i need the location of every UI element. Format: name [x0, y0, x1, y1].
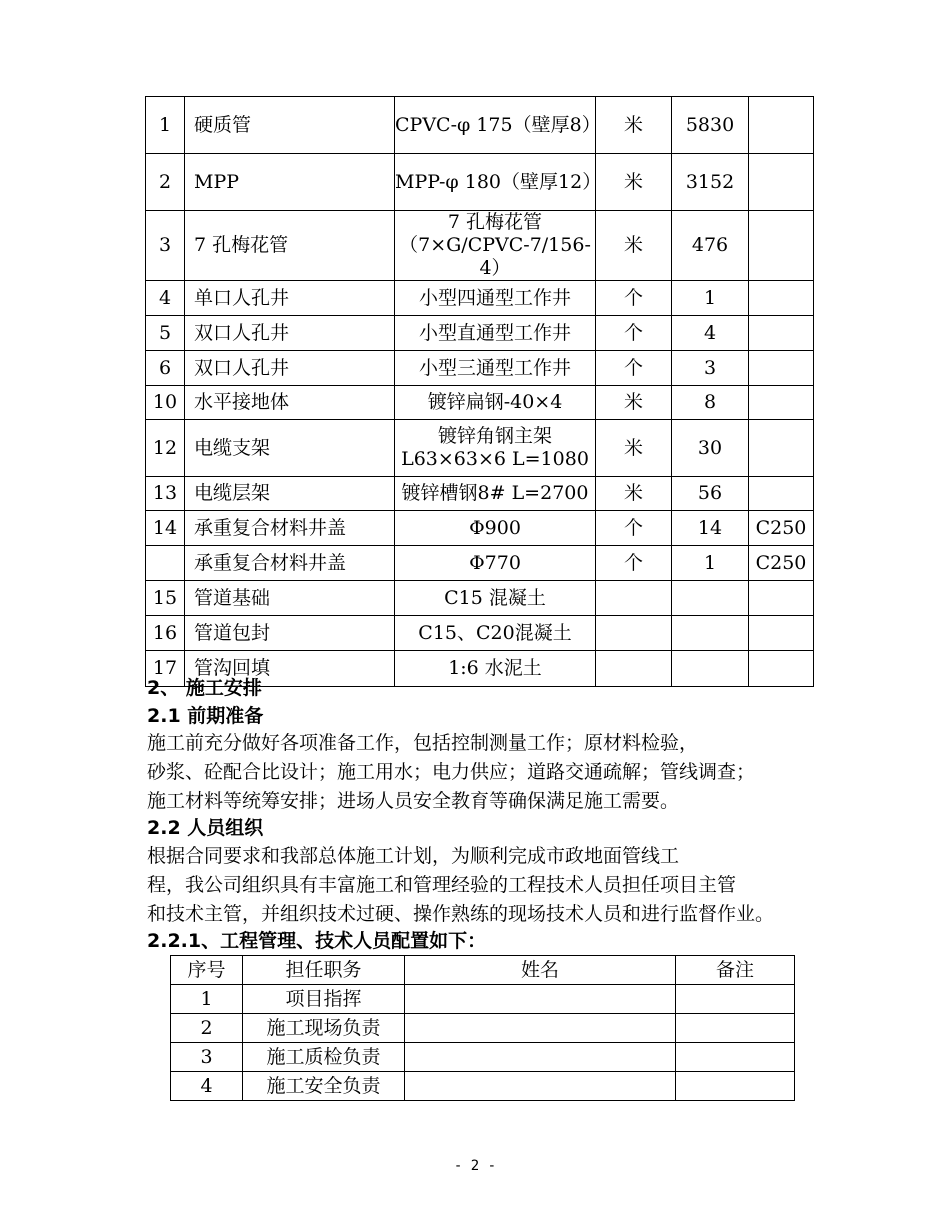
cell-unit: 米 — [596, 211, 672, 281]
table-row — [146, 511, 814, 546]
cell-spec: 小型三通型工作井 — [395, 351, 596, 386]
section-2-2-1-heading: 2.2.1、工程管理、技术人员配置如下： — [147, 930, 487, 952]
cell-note — [749, 386, 814, 420]
staff-table — [170, 955, 795, 1101]
cell-qty: 1 — [672, 281, 749, 316]
cell-name: 水平接地体 — [185, 386, 395, 420]
cell-name — [405, 1072, 676, 1101]
cell-name: 承重复合材料井盖 — [185, 511, 395, 546]
table-row — [171, 1043, 795, 1072]
table-row — [146, 546, 814, 581]
cell-name — [405, 1043, 676, 1072]
section-2-1-heading: 2.1 前期准备 — [147, 705, 264, 727]
cell-unit: 个 — [596, 546, 672, 581]
cell-name: 双口人孔井 — [185, 351, 395, 386]
cell-unit — [596, 616, 672, 651]
cell-qty — [672, 581, 749, 616]
cell-spec: C15、C20混凝土 — [395, 616, 596, 651]
cell-note: C250 — [749, 546, 814, 581]
cell-no: 2 — [171, 1014, 243, 1043]
cell-unit — [596, 581, 672, 616]
table-row — [146, 316, 814, 351]
cell-spec: Φ900 — [395, 511, 596, 546]
cell-name: 7 孔梅花管 — [185, 211, 395, 281]
cell-note — [749, 97, 814, 154]
cell-unit: 个 — [596, 281, 672, 316]
cell-qty: 3 — [672, 351, 749, 386]
section-2-1-paragraph — [147, 729, 823, 816]
cell-spec: 镀锌槽钢8# L=2700 — [395, 477, 596, 511]
cell-spec: MPP-φ 180（壁厚12） — [395, 154, 596, 211]
table-row — [146, 211, 814, 281]
cell-no: 13 — [146, 477, 185, 511]
cell-unit: 个 — [596, 511, 672, 546]
table-row — [171, 985, 795, 1014]
cell-note — [749, 651, 814, 687]
cell-unit: 米 — [596, 97, 672, 154]
cell-spec: 镀锌扁钢-40×4 — [395, 386, 596, 420]
header-cell-note: 备注 — [676, 956, 795, 985]
table-row — [146, 97, 814, 154]
cell-note — [676, 1014, 795, 1043]
cell-qty — [672, 651, 749, 687]
cell-name: 管道包封 — [185, 616, 395, 651]
section-2-heading: 2、 施工安排 — [147, 677, 262, 699]
cell-note — [749, 351, 814, 386]
section-2-2-paragraph — [147, 842, 823, 929]
cell-role: 施工安全负责 — [243, 1072, 405, 1101]
table-row — [171, 1014, 795, 1043]
cell-name: 承重复合材料井盖 — [185, 546, 395, 581]
header-cell-name: 姓名 — [405, 956, 676, 985]
staff-table-body — [171, 956, 795, 1101]
cell-note — [749, 281, 814, 316]
cell-no: 1 — [171, 985, 243, 1014]
cell-qty — [672, 616, 749, 651]
cell-spec: 7 孔梅花管（7×G/CPVC-7/156-4） — [395, 211, 596, 281]
cell-qty: 5830 — [672, 97, 749, 154]
table-row — [146, 154, 814, 211]
cell-spec: C15 混凝土 — [395, 581, 596, 616]
table-header-row — [171, 956, 795, 985]
table-row — [146, 581, 814, 616]
cell-note — [749, 154, 814, 211]
cell-name: 电缆支架 — [185, 420, 395, 477]
cell-spec: 小型直通型工作井 — [395, 316, 596, 351]
table-row — [146, 420, 814, 477]
cell-spec: CPVC-φ 175（壁厚8） — [395, 97, 596, 154]
cell-name: 管沟回填 — [185, 651, 395, 687]
cell-qty: 4 — [672, 316, 749, 351]
cell-role: 项目指挥 — [243, 985, 405, 1014]
materials-table — [145, 96, 814, 687]
cell-no: 16 — [146, 616, 185, 651]
cell-spec: 镀锌角钢主架L63×63×6 L=1080 — [395, 420, 596, 477]
cell-note — [749, 477, 814, 511]
cell-no: 10 — [146, 386, 185, 420]
paragraph-line: 施工前充分做好各项准备工作，包括控制测量工作；原材料检验， — [147, 732, 699, 754]
cell-no: 3 — [171, 1043, 243, 1072]
cell-no: 4 — [146, 281, 185, 316]
cell-no — [146, 546, 185, 581]
table-row — [146, 386, 814, 420]
cell-unit: 米 — [596, 477, 672, 511]
paragraph-line: 砂浆、砼配合比设计；施工用水；电力供应；道路交通疏解；管线调查； — [147, 761, 756, 783]
cell-no: 2 — [146, 154, 185, 211]
cell-no: 17 — [146, 651, 185, 687]
cell-qty: 56 — [672, 477, 749, 511]
table-row — [146, 351, 814, 386]
cell-note — [676, 1043, 795, 1072]
cell-unit — [596, 651, 672, 687]
section-2-2-heading: 2.2 人员组织 — [147, 817, 264, 839]
cell-name — [405, 985, 676, 1014]
cell-unit: 米 — [596, 420, 672, 477]
cell-name: 管道基础 — [185, 581, 395, 616]
cell-no: 15 — [146, 581, 185, 616]
cell-no: 12 — [146, 420, 185, 477]
cell-unit: 个 — [596, 351, 672, 386]
paragraph-line: 和技术主管，并组织技术过硬、操作熟练的现场技术人员和进行监督作业。 — [147, 903, 775, 925]
cell-name: MPP — [185, 154, 395, 211]
table-row — [146, 616, 814, 651]
cell-unit: 米 — [596, 154, 672, 211]
cell-spec: Φ770 — [395, 546, 596, 581]
cell-qty: 14 — [672, 511, 749, 546]
cell-qty: 8 — [672, 386, 749, 420]
cell-role: 施工现场负责 — [243, 1014, 405, 1043]
cell-unit: 米 — [596, 386, 672, 420]
paragraph-line: 施工材料等统筹安排；进场人员安全教育等确保满足施工需要。 — [147, 790, 680, 812]
cell-no: 3 — [146, 211, 185, 281]
cell-qty: 476 — [672, 211, 749, 281]
cell-note — [749, 616, 814, 651]
table-row — [146, 281, 814, 316]
cell-note — [676, 985, 795, 1014]
table-row — [146, 477, 814, 511]
cell-no: 6 — [146, 351, 185, 386]
cell-spec: 小型四通型工作井 — [395, 281, 596, 316]
cell-note — [749, 420, 814, 477]
cell-no: 14 — [146, 511, 185, 546]
cell-no: 5 — [146, 316, 185, 351]
cell-role: 施工质检负责 — [243, 1043, 405, 1072]
header-cell-role: 担任职务 — [243, 956, 405, 985]
cell-name: 双口人孔井 — [185, 316, 395, 351]
cell-note — [749, 316, 814, 351]
cell-spec: 1:6 水泥土 — [395, 651, 596, 687]
cell-no: 4 — [171, 1072, 243, 1101]
header-cell-no: 序号 — [171, 956, 243, 985]
cell-qty: 30 — [672, 420, 749, 477]
page-number: - 2 - — [453, 1158, 497, 1174]
cell-qty: 1 — [672, 546, 749, 581]
materials-table-body — [146, 97, 814, 687]
cell-note — [676, 1072, 795, 1101]
cell-name: 电缆层架 — [185, 477, 395, 511]
cell-note — [749, 581, 814, 616]
cell-note — [749, 211, 814, 281]
cell-name — [405, 1014, 676, 1043]
paragraph-line: 根据合同要求和我部总体施工计划，为顺利完成市政地面管线工 — [147, 845, 680, 867]
cell-note: C250 — [749, 511, 814, 546]
table-row — [171, 1072, 795, 1101]
cell-unit: 个 — [596, 316, 672, 351]
cell-no: 1 — [146, 97, 185, 154]
cell-name: 单口人孔井 — [185, 281, 395, 316]
cell-name: 硬质管 — [185, 97, 395, 154]
paragraph-line: 程，我公司组织具有丰富施工和管理经验的工程技术人员担任项目主管 — [147, 874, 737, 896]
cell-qty: 3152 — [672, 154, 749, 211]
